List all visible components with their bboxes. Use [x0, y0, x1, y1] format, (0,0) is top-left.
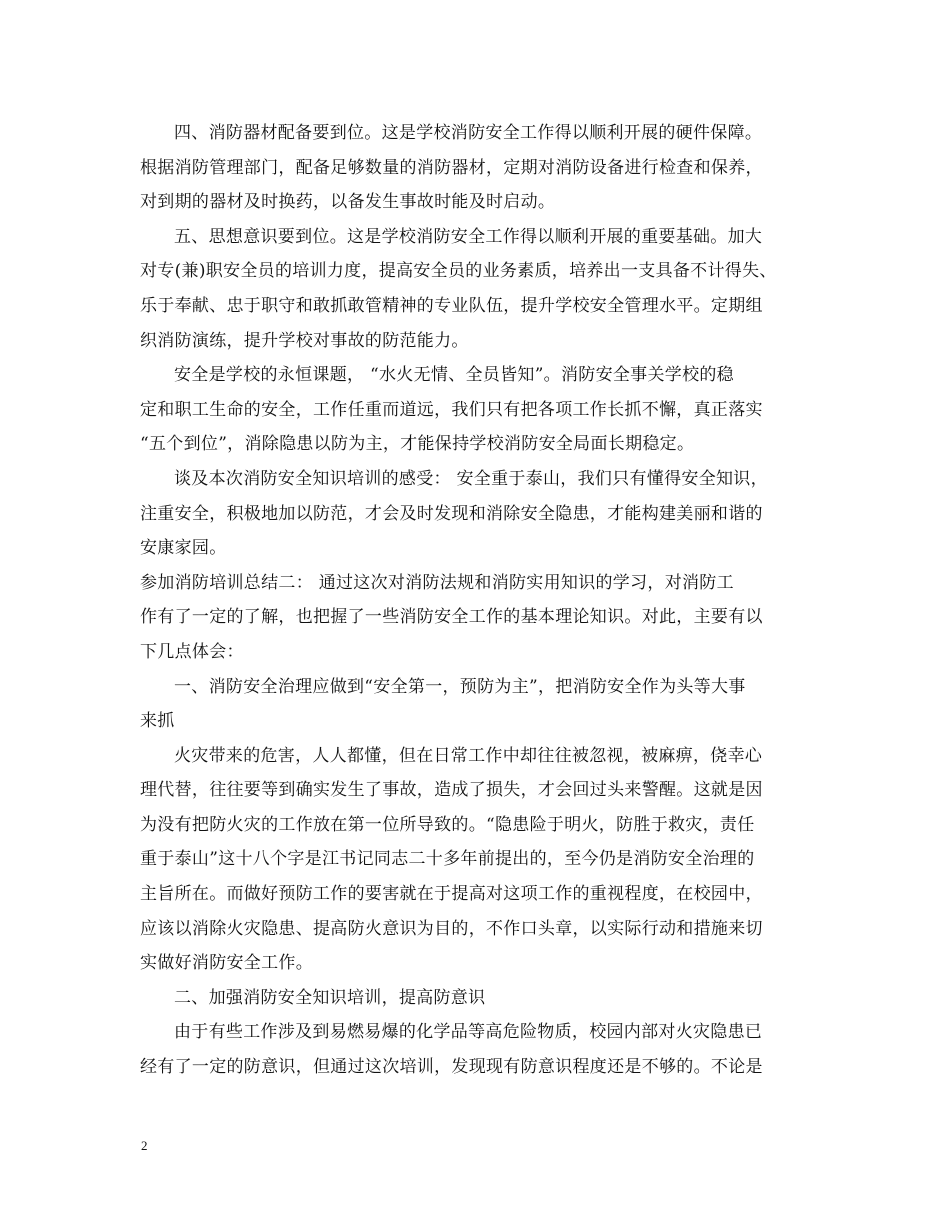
- paragraph-line: 安全是学校的永恒课题， “水火无情、全员皆知”。消防安全事关学校的稳: [174, 365, 734, 386]
- paragraph-line: “五个到位”，消除隐患以防为主，才能保持学校消防安全局面长期稳定。: [140, 434, 695, 455]
- page-number: 2: [141, 1138, 148, 1153]
- paragraph-line: 作有了一定的了解，也把握了一些消防安全工作的基本理论知识。对此，主要有以: [140, 607, 763, 628]
- paragraph-line: 下几点体会：: [140, 641, 244, 662]
- paragraph-line: 应该以消除火灾隐患、提高防火意识为目的，不作口头章，以实际行动和措施来切: [140, 918, 763, 939]
- paragraph-line: 谈及本次消防安全知识培训的感受： 安全重于泰山，我们只有懂得安全知识，: [174, 468, 768, 489]
- paragraph-line: 实做好消防安全工作。: [140, 953, 313, 974]
- paragraph-line: 乐于奉献、忠于职守和敢抓敢管精神的专业队伍，提升学校安全管理水平。定期组: [140, 295, 763, 316]
- paragraph-line: 四、消防器材配备要到位。这是学校消防安全工作得以顺利开展的硬件保障。: [174, 123, 763, 143]
- paragraph-line: 对到期的器材及时换药，以备发生事故时能及时启动。: [140, 192, 556, 213]
- section-heading-line: 一、消防安全治理应做到“安全第一，预防为主”，把消防安全作为头等大事: [174, 676, 746, 697]
- section-heading-line: 来抓: [140, 711, 175, 732]
- paragraph-line: 参加消防培训总结二： 通过这次对消防法规和消防实用知识的学习，对消防工: [140, 572, 734, 593]
- paragraph-line: 主旨所在。而做好预防工作的要害就在于提高对这项工作的重视程度，在校园中，: [140, 884, 763, 905]
- paragraph-line: 由于有些工作涉及到易燃易爆的化学品等高危险物质，校园内部对火灾隐患已: [174, 1022, 763, 1043]
- paragraph-line: 对专(兼)职安全员的培训力度，提高安全员的业务素质，培养出一支具备不计得失、: [140, 261, 777, 282]
- paragraph-line: 根据消防管理部门，配备足够数量的消防器材，定期对消防设备进行检查和保养，: [140, 157, 763, 178]
- section-heading-line: 二、加强消防安全知识培训，提高防意识: [174, 987, 486, 1008]
- paragraph-line: 为没有把防火灾的工作放在第一位所导致的。“隐患险于明火，防胜于救灾，责任: [140, 814, 755, 835]
- document-body: [140, 116, 815, 1085]
- paragraph-line: 安康家园。: [140, 538, 227, 559]
- paragraph-line: 理代替，往往要等到确实发生了事故，造成了损失，才会回过头来警醒。这就是因: [140, 780, 763, 801]
- paragraph-line: 火灾带来的危害，人人都懂，但在日常工作中却往往被忽视，被麻痹，侥幸心: [174, 745, 763, 766]
- paragraph-line: 定和职工生命的安全，工作任重而道远，我们只有把各项工作长抓不懈，真正落实: [140, 399, 763, 420]
- paragraph-line: 经有了一定的防意识，但通过这次培训，发现现有防意识程度还是不够的。不论是: [140, 1057, 763, 1078]
- paragraph-line: 重于泰山”这十八个字是江书记同志二十多年前提出的，至今仍是消防安全治理的: [140, 849, 755, 870]
- paragraph-line: 注重安全，积极地加以防范，才会及时发现和消除安全隐患，才能构建美丽和谐的: [140, 503, 763, 524]
- paragraph-line: 五、思想意识要到位。这是学校消防安全工作得以顺利开展的重要基础。加大: [174, 226, 763, 247]
- paragraph-line: 织消防演练，提升学校对事故的防范能力。: [140, 330, 469, 351]
